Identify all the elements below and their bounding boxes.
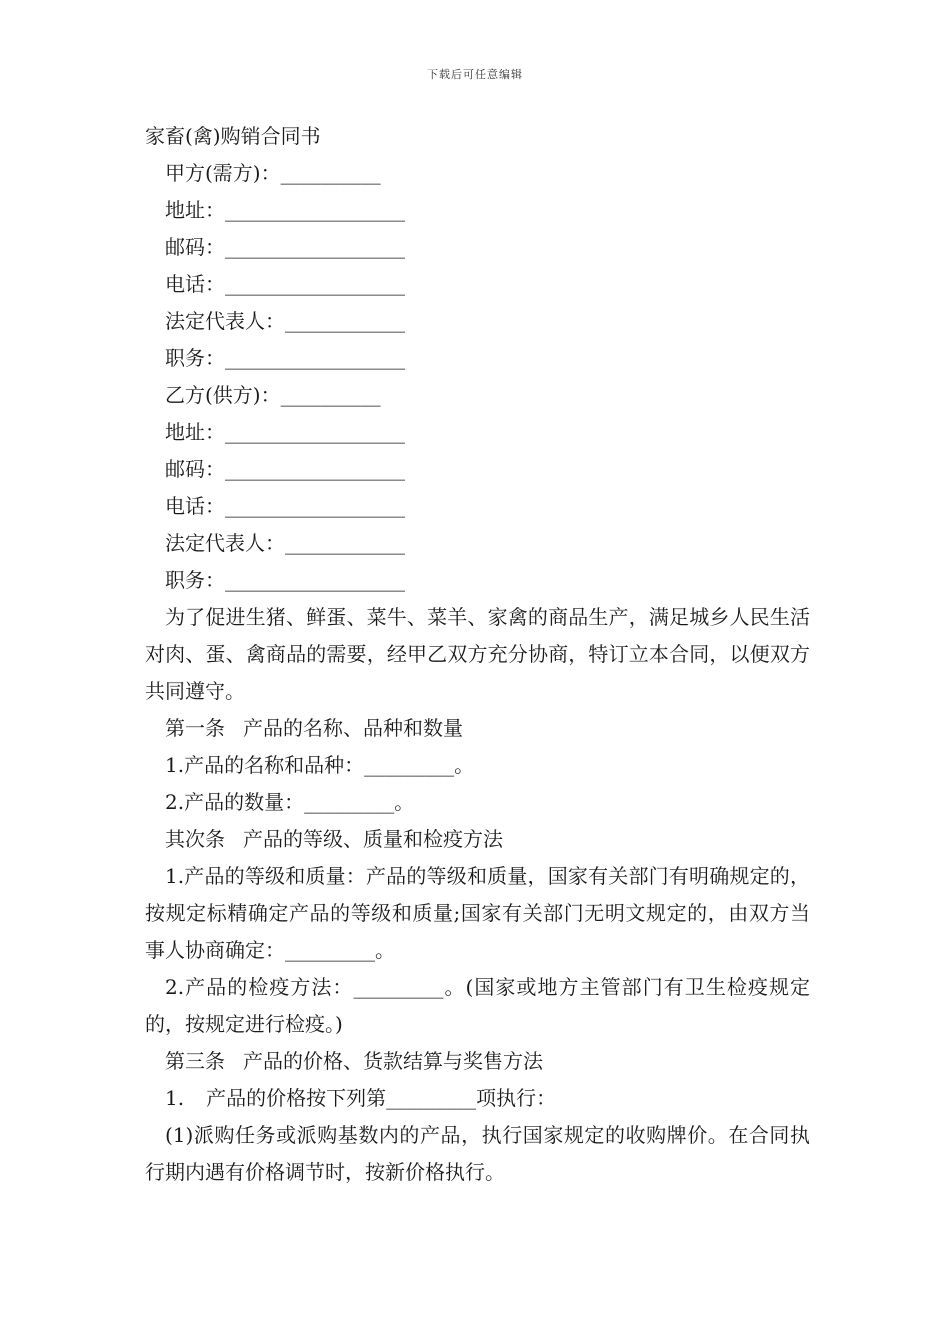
- party-a-position: 职务：__________________: [165, 346, 405, 370]
- party-b-phone: 电话：__________________: [165, 494, 405, 518]
- party-b-postcode: 邮码：__________________: [165, 457, 405, 481]
- article-3-item-1-text: 产品的价格按下列第_________项执行：: [206, 1086, 557, 1110]
- party-b-position: 职务：__________________: [165, 568, 405, 592]
- article-3-item-1-number: 1.: [165, 1086, 185, 1110]
- header-note: 下载后可任意编辑: [427, 68, 523, 81]
- article-2-title: 产品的等级、质量和检疫方法: [243, 827, 503, 851]
- article-3-sub-item-1: (1)派购任务或派购基数内的产品，执行国家规定的收购牌价。在合同执行期内遇有价格调节时，按新价格执行。: [145, 1123, 810, 1184]
- party-b-address: 地址：__________________: [165, 420, 405, 444]
- article-3-item-1: [145, 1080, 810, 1117]
- article-2-heading: [145, 821, 810, 858]
- party-a-phone: 电话：__________________: [165, 272, 405, 296]
- contract-document: [145, 118, 810, 1191]
- party-a-postcode: 邮码：__________________: [165, 235, 405, 259]
- article-3-title: 产品的价格、货款结算与奖售方法: [243, 1049, 543, 1073]
- party-a-legal-rep: 法定代表人：____________: [165, 309, 405, 333]
- article-1-title: 产品的名称、品种和数量: [243, 716, 463, 740]
- article-2-item-1: 1.产品的等级和质量：产品的等级和质量，国家有关部门有明确规定的，按规定标精确定产品的等级和质量;国家有关部门无明文规定的，由双方当事人协商确定：_________。: [145, 864, 810, 962]
- intro-paragraph: 为了促进生猪、鲜蛋、菜牛、菜羊、家禽的商品生产，满足城乡人民生活对肉、蛋、禽商品的需要，经甲乙双方充分协商，特订立本合同，以便双方共同遵守。: [145, 605, 810, 703]
- article-1-heading: [145, 710, 810, 747]
- article-1-item-1: 1.产品的名称和品种：_________。: [165, 753, 475, 777]
- document-title: 家畜(禽)购销合同书: [145, 124, 321, 148]
- article-1-item-2: 2.产品的数量：_________。: [165, 790, 415, 814]
- party-b-legal-rep: 法定代表人：____________: [165, 531, 405, 555]
- article-2-item-2: 2.产品的检疫方法：_________。(国家或地方主管部门有卫生检疫规定的，按规定进行检疫。): [145, 975, 810, 1036]
- party-b-heading: 乙方(供方)：__________: [165, 383, 381, 407]
- party-a-address: 地址：__________________: [165, 198, 405, 222]
- article-3-number: 第三条: [165, 1049, 225, 1073]
- article-1-number: 第一条: [165, 716, 225, 740]
- party-a-heading: 甲方(需方)：__________: [165, 161, 381, 185]
- article-3-heading: [145, 1043, 810, 1080]
- article-2-number: 其次条: [165, 827, 225, 851]
